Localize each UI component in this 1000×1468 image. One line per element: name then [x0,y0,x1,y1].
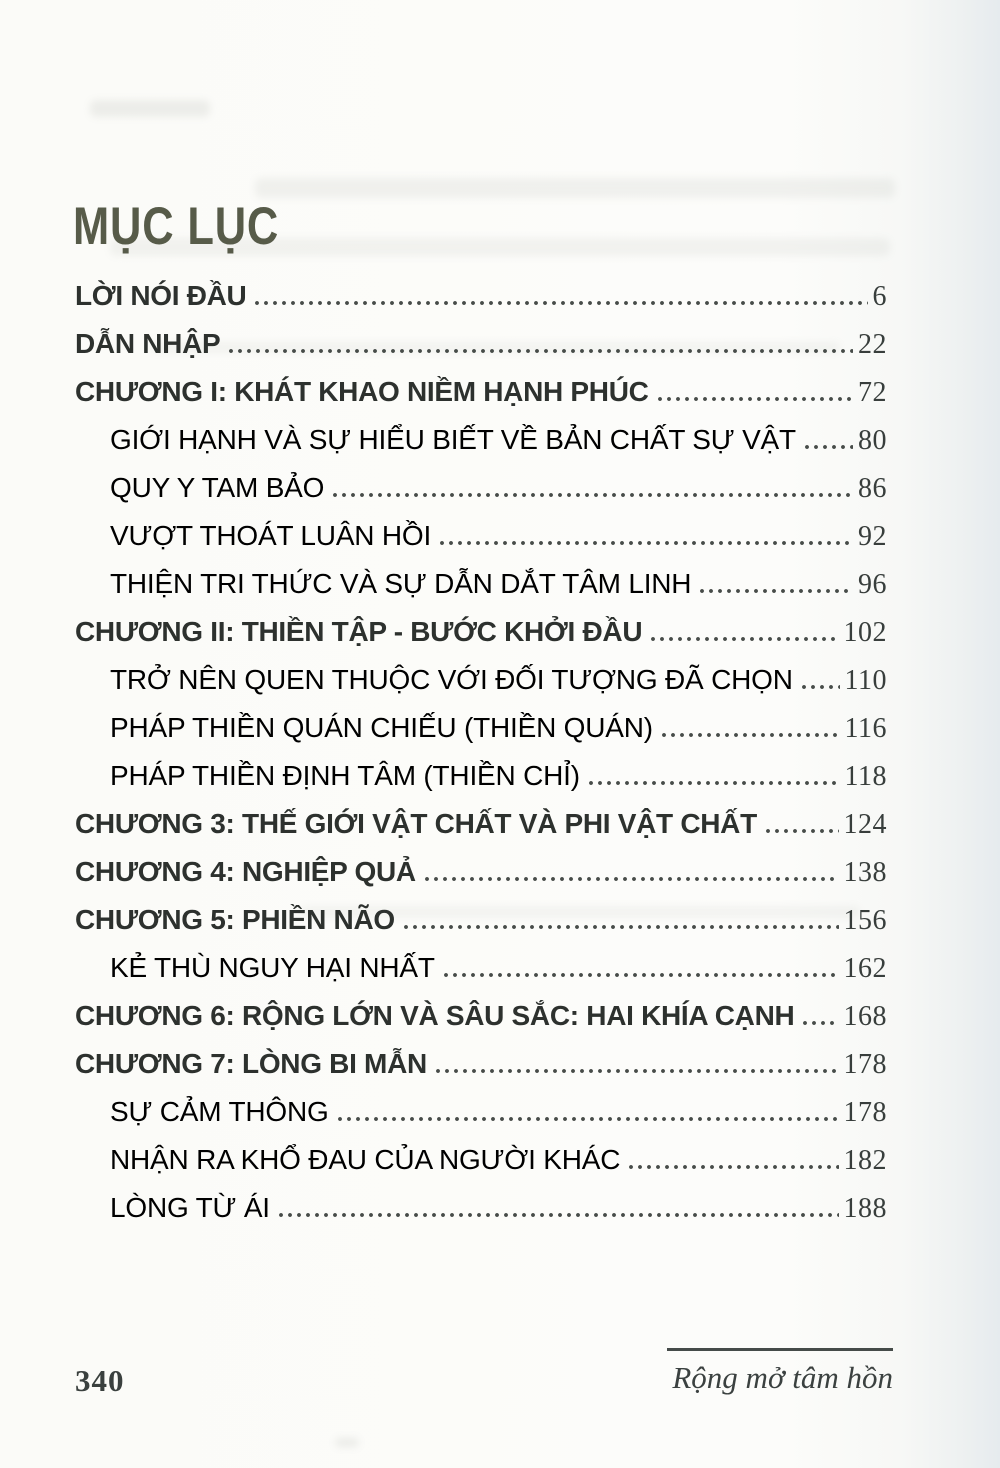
dot-leader [255,300,867,305]
dot-leader [658,396,853,401]
toc-entry-page: 102 [843,617,887,648]
toc-entry-label: DẪN NHẬP [75,328,221,359]
bleedthrough-artifact [255,178,895,198]
toc-entry-label: KẺ THÙ NGUY HẠI NHẤT [110,952,435,983]
toc-entry [75,1095,887,1130]
toc-entry-label: LỜI NÓI ĐẦU [75,280,247,311]
toc-entry [75,423,887,458]
dot-leader [229,348,853,353]
dot-leader [766,828,839,833]
dot-leader [629,1164,838,1169]
bleedthrough-artifact [335,1438,359,1447]
dot-leader [700,588,853,593]
toc-entry-page: 178 [843,1049,887,1080]
toc-entry-page: 138 [843,857,887,888]
toc-entry-label: VƯỢT THOÁT LUÂN HỒI [110,520,432,551]
toc-entry [75,1143,887,1178]
toc-entry-label: CHƯƠNG I: KHÁT KHAO NIỀM HẠNH PHÚC [75,376,649,407]
toc-entry [75,471,887,506]
dot-leader [440,540,853,545]
dot-leader [425,876,839,881]
dot-leader [338,1116,839,1121]
toc-entry-label: CHƯƠNG II: THIỀN TẬP - BƯỚC KHỞI ĐẦU [75,616,643,647]
toc-entry-label: QUY Y TAM BẢO [110,472,325,503]
dot-leader [803,1020,838,1025]
toc-entry [75,951,887,986]
page-title: MỤC LỤC [73,196,280,256]
toc-entry-page: 96 [858,569,887,600]
toc-entry-label: GIỚI HẠNH VÀ SỰ HIỂU BIẾT VỀ BẢN CHẤT SỰ VẬT [110,424,796,455]
footer-running-title [663,1348,893,1396]
toc-entry-page: 188 [843,1193,887,1224]
toc-entry [75,855,887,890]
toc-entry-label: PHÁP THIỀN ĐỊNH TÂM (THIỀN CHỈ) [110,760,580,791]
toc-entry [75,759,887,794]
toc-entry [75,1047,887,1082]
toc-entry-label: TRỞ NÊN QUEN THUỘC VỚI ĐỐI TƯỢNG ĐÃ CHỌN [110,664,793,695]
dot-leader [444,972,839,977]
toc-entry-page: 124 [843,809,887,840]
dot-leader [589,780,840,785]
toc-entry-label: PHÁP THIỀN QUÁN CHIẾU (THIỀN QUÁN) [110,712,653,743]
dot-leader [805,444,853,449]
toc-entry-page: 178 [843,1097,887,1128]
toc-entry [75,327,887,362]
table-of-contents [75,279,887,1239]
toc-entry-page: 116 [844,713,887,744]
toc-entry-page: 72 [858,377,887,408]
toc-entry-page: 110 [844,665,887,696]
dot-leader [333,492,853,497]
dot-leader [651,636,838,641]
toc-entry [75,519,887,554]
toc-entry-label: CHƯƠNG 7: LÒNG BI MẪN [75,1048,427,1079]
toc-entry-page: 86 [858,473,887,504]
toc-entry-label: CHƯƠNG 3: THẾ GIỚI VẬT CHẤT VÀ PHI VẬT CHẤT [75,808,757,839]
toc-entry [75,663,887,698]
toc-entry [75,807,887,842]
footer-page-number: 340 [75,1363,125,1398]
toc-entry-label: CHƯƠNG 5: PHIỀN NÃO [75,904,395,935]
footer-book-title: Rộng mở tâm hồn [672,1360,893,1395]
dot-leader [662,732,840,737]
toc-entry-page: 80 [858,425,887,456]
toc-entry-page: 162 [843,953,887,984]
toc-entry [75,375,887,410]
toc-entry [75,615,887,650]
toc-entry [75,567,887,602]
toc-entry [75,279,887,314]
dot-leader [279,1212,839,1217]
toc-entry-label: NHẬN RA KHỔ ĐAU CỦA NGƯỜI KHÁC [110,1144,621,1175]
toc-entry-label: LÒNG TỪ ÁI [110,1192,270,1223]
bleedthrough-artifact [90,100,210,117]
toc-entry-label: CHƯƠNG 4: NGHIỆP QUẢ [75,856,416,887]
toc-entry [75,711,887,746]
toc-entry-page: 6 [872,281,887,312]
toc-entry-label: SỰ CẢM THÔNG [110,1096,329,1127]
toc-entry [75,903,887,938]
toc-entry-label: THIỆN TRI THỨC VÀ SỰ DẪN DẮT TÂM LINH [110,568,692,599]
dot-leader [436,1068,839,1073]
toc-entry-page: 118 [844,761,887,792]
toc-entry-page: 92 [858,521,887,552]
toc-entry [75,999,887,1034]
dot-leader [404,924,839,929]
footer-rule [667,1348,893,1351]
dot-leader [802,684,840,689]
toc-entry-page: 182 [843,1145,887,1176]
toc-entry-page: 168 [843,1001,887,1032]
toc-entry-page: 22 [858,329,887,360]
toc-entry-page: 156 [843,905,887,936]
toc-entry-label: CHƯƠNG 6: RỘNG LỚN VÀ SÂU SẮC: HAI KHÍA CẠNH [75,1000,795,1031]
toc-entry [75,1191,887,1226]
